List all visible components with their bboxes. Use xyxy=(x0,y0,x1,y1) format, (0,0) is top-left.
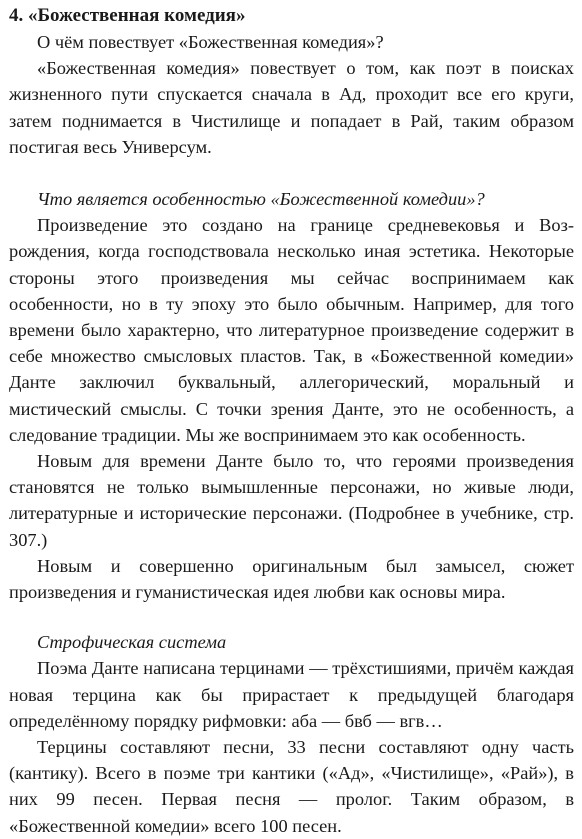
answer-features-p1: Произведение это создано на границе средневековья и Возрождения, когда господствовала несколько иная эстетика. Некоторые стороны этого произведения мы сейчас воспринимаем как особенности, но в ту эпоху это было обычным. Например, для того времени было характерно, что литературное произведение содержит в себе множество смысловых пластов. Так, в «Божественной комедии» Данте заключил буквальный, аллегорический, моральный и мистический смыслы. С точки зрения Данте, это не особенность, а следование традиции. Мы же воспринимаем это как особенность. xyxy=(9,215,574,445)
question-features: Что является особенностью «Божественной комедии»? xyxy=(37,189,485,210)
spacer xyxy=(9,160,574,186)
strophic-system-p1: Поэма Данте написана терцинами — трёхстишиями, причём каждая новая терцина как бы прирастает к предыдущей благодаря определённому порядку рифмовки: аба — бвб — вгв… xyxy=(9,658,574,731)
document-page xyxy=(9,0,574,839)
strophic-system-p2: Терцины составляют песни, 33 песни составляют одну часть (кантику). Всего в поэме три кантики («Ад», «Чистилище», «Рай»), в них 99 песен. Первая песня — пролог. Таким образом, в «Божественной комедии» всего 100 песен. xyxy=(9,737,574,836)
question-what-about: О чём повествует «Божественная комедия»? xyxy=(37,32,384,52)
subheading-strophic-system: Строфическая система xyxy=(37,632,227,653)
answer-features-p2: Новым для времени Данте было то, что героями произведения становятся не только вымышленные персонажи, но живые люди, литературные и исторические персонажи. (Подробнее в учебнике, стр. 307.) xyxy=(9,451,574,550)
spacer xyxy=(9,605,574,629)
answer-what-about: «Божественная комедия» повествует о том, как поэт в поисках жизненного пути спускается сначала в Ад, проходит все его круги, затем поднимается в Чистилище и попадает в Рай, таким образом постигая весь Универсум. xyxy=(9,58,574,157)
answer-features-p3: Новым и совершенно оригинальным был замысел, сюжет произведения и гуманистическая идея любви как основы мира. xyxy=(9,555,574,603)
section-heading: 4. «Божественная комедия» xyxy=(9,5,246,26)
